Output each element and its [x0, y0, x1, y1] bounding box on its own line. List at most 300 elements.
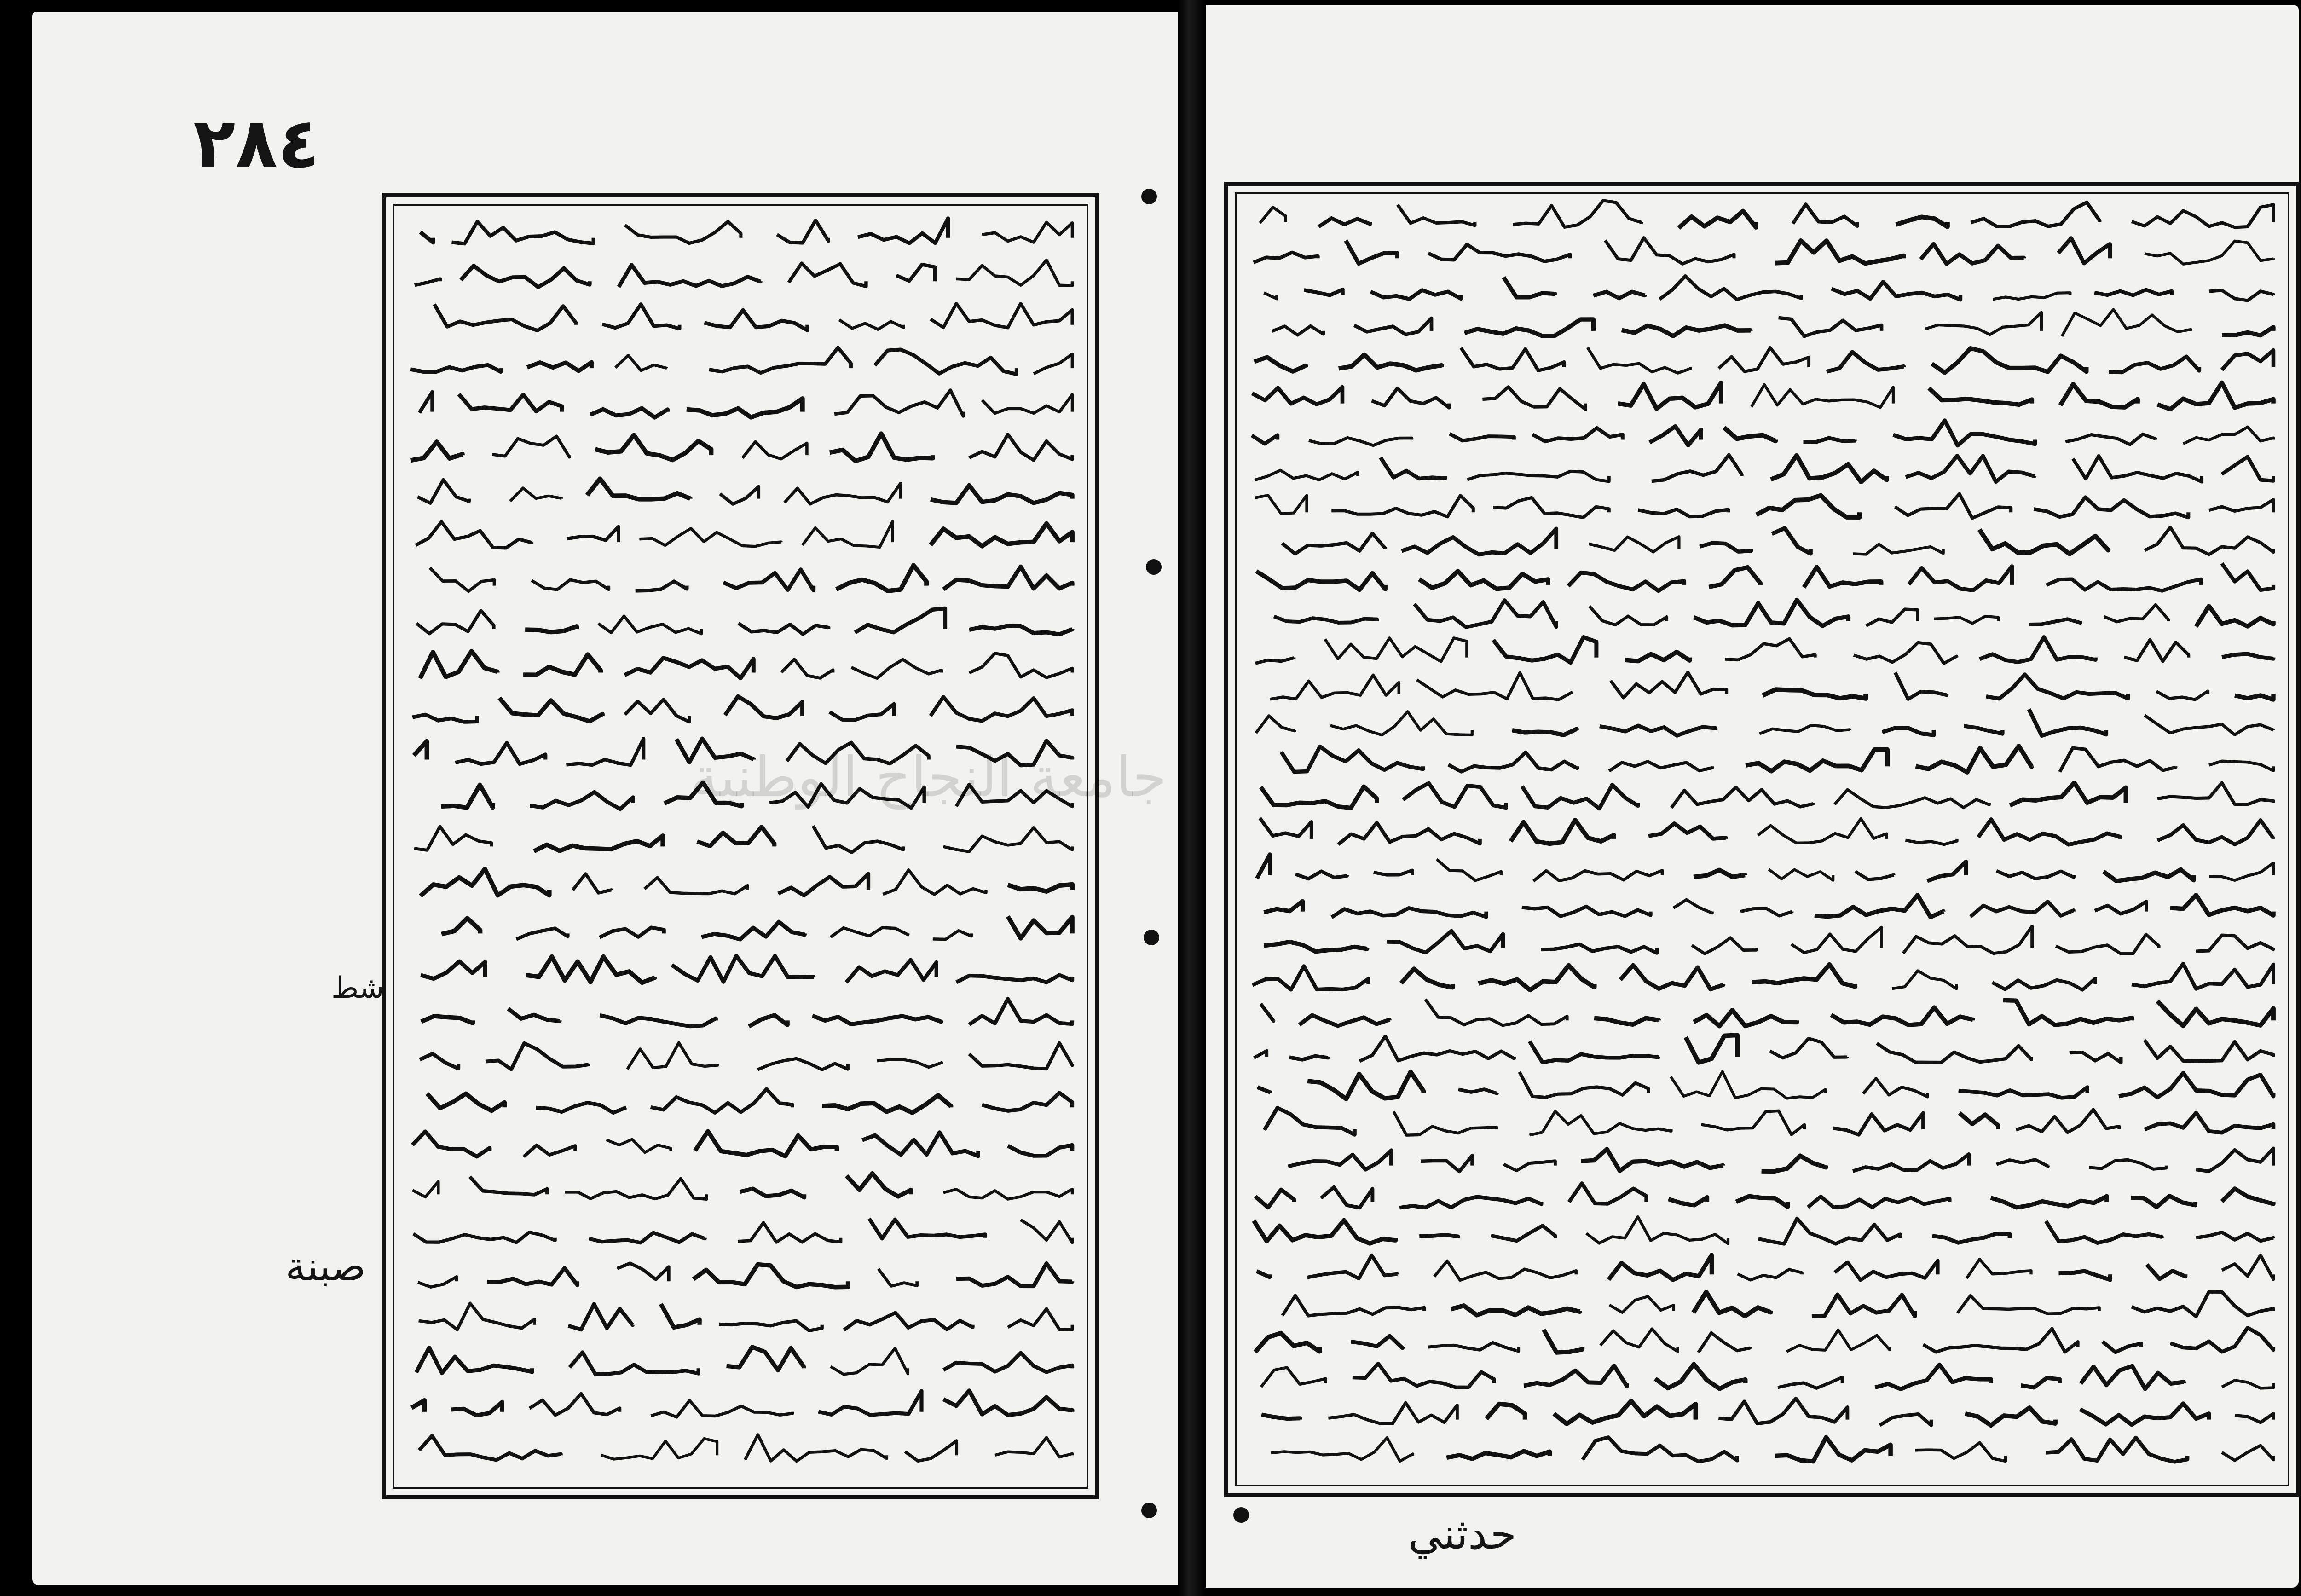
handwritten-word — [862, 1133, 978, 1156]
handwritten-word — [1503, 1161, 1555, 1171]
handwritten-word — [2183, 427, 2273, 444]
handwritten-word — [1895, 672, 1947, 699]
handwritten-word — [1544, 1330, 1582, 1353]
handwritten-word — [1255, 658, 1294, 664]
handwritten-word — [1719, 348, 1809, 372]
handwritten-word — [943, 1189, 1072, 1199]
handwritten-word — [1763, 689, 1866, 699]
handwritten-word — [421, 869, 549, 896]
handwritten-word — [624, 658, 753, 678]
handwritten-word — [956, 1263, 1072, 1286]
handwritten-word — [943, 1353, 1072, 1372]
handwritten-word — [2058, 238, 2110, 263]
handwritten-word — [905, 1441, 957, 1461]
handwritten-word — [416, 522, 532, 548]
handwritten-word — [757, 1058, 848, 1070]
handwritten-word — [1980, 637, 2096, 662]
handwritten-word — [1264, 942, 1367, 952]
handwritten-word — [1686, 1035, 1737, 1063]
handwritten-word — [2081, 1366, 2184, 1389]
handwritten-word — [2094, 289, 2172, 295]
handwritten-word — [1648, 823, 1726, 839]
handwritten-word — [1581, 1149, 1723, 1171]
handwritten-word — [1309, 438, 1412, 445]
handwritten-word — [739, 623, 829, 634]
handwritten-word — [1769, 869, 1833, 880]
handwritten-word — [1725, 639, 1815, 660]
handwritten-word — [875, 350, 1017, 375]
handwritten-word — [600, 1015, 716, 1026]
handwritten-word — [1779, 318, 1882, 336]
handwritten-word — [1694, 870, 1745, 877]
handwritten-word — [813, 826, 903, 853]
handwritten-word — [1274, 616, 1377, 623]
handwritten-word — [969, 1043, 1072, 1069]
handwritten-word — [1905, 839, 1957, 844]
handwritten-word — [1034, 354, 1072, 374]
handwritten-word — [565, 1179, 706, 1199]
handwritten-word — [1419, 571, 1548, 589]
handwritten-word — [2222, 1381, 2273, 1388]
handwritten-word — [1325, 638, 1467, 661]
handwritten-word — [1601, 1329, 1678, 1352]
handwritten-word — [2010, 783, 2126, 805]
handwritten-word — [441, 918, 480, 934]
handwritten-word — [410, 365, 501, 372]
handwritten-word — [1992, 978, 2095, 990]
handwritten-word — [508, 1009, 560, 1021]
handwritten-word — [1381, 457, 1445, 479]
handwritten-word — [687, 399, 803, 417]
handwritten-word — [2119, 1073, 2273, 1097]
handwritten-word — [1960, 1113, 1998, 1129]
handwritten-word — [1321, 1187, 1372, 1208]
handwritten-word — [725, 696, 803, 718]
handwritten-word — [1530, 1041, 1659, 1063]
handwritten-word — [1718, 1399, 1847, 1423]
handwritten-word — [625, 700, 689, 722]
handwritten-word — [2157, 1001, 2273, 1026]
handwritten-word — [1464, 319, 1593, 336]
handwritten-word — [617, 1263, 669, 1281]
handwritten-word — [627, 1043, 717, 1070]
handwritten-word — [2132, 964, 2273, 989]
handwritten-word — [777, 220, 828, 243]
handwritten-word — [847, 1174, 911, 1197]
handwritten-word — [723, 570, 814, 590]
handwritten-word — [412, 1181, 438, 1197]
handwritten-word — [839, 320, 904, 330]
handwritten-word — [2056, 934, 2159, 954]
handwritten-word — [415, 279, 440, 285]
handwritten-word — [1996, 1160, 2048, 1167]
handwritten-word — [1254, 357, 1306, 371]
handwritten-word — [822, 1095, 951, 1113]
handwritten-word — [1967, 1259, 2031, 1278]
handwritten-word — [1971, 902, 2074, 917]
handwritten-word — [598, 616, 701, 634]
handwritten-word — [1786, 1330, 1890, 1352]
handwritten-word — [414, 741, 427, 760]
handwritten-word — [1252, 387, 1342, 404]
handwritten-word — [441, 785, 493, 808]
handwritten-word — [1491, 1226, 1555, 1241]
handwritten-word — [851, 659, 942, 678]
handwritten-word — [1827, 352, 1904, 372]
handwritten-word — [2046, 579, 2201, 591]
handwritten-word — [709, 347, 851, 373]
handwritten-word — [1925, 312, 2041, 335]
handwritten-word — [2089, 1160, 2166, 1169]
handwritten-word — [419, 1436, 561, 1460]
handwritten-word — [1652, 455, 1742, 481]
handwritten-word — [1679, 211, 1756, 228]
handwritten-word — [532, 580, 609, 590]
handwritten-word — [452, 221, 594, 243]
handwritten-word — [1370, 290, 1461, 299]
handwritten-word — [1398, 205, 1475, 226]
handwritten-word — [1387, 931, 1503, 953]
handwritten-word — [1541, 944, 1657, 953]
handwritten-word — [2016, 1110, 2119, 1133]
handwritten-word — [1971, 202, 2100, 226]
handwritten-word — [785, 484, 901, 504]
handwritten-word — [1752, 385, 1893, 408]
handwritten-word — [420, 232, 433, 243]
handwritten-word — [1482, 387, 1585, 410]
handwritten-word — [2062, 309, 2191, 336]
handwritten-word — [2145, 527, 2273, 555]
handwritten-word — [2209, 863, 2273, 880]
handwritten-word — [745, 1434, 887, 1461]
handwritten-word — [1625, 652, 1690, 661]
handwritten-word — [1778, 1377, 1842, 1388]
handwritten-word — [1448, 752, 1577, 772]
handwritten-word — [615, 355, 667, 370]
handwritten-word — [1255, 470, 1358, 480]
handwritten-word — [1738, 1269, 1802, 1280]
handwritten-word — [844, 1313, 973, 1330]
handwritten-word — [1804, 438, 1855, 442]
handwritten-word — [639, 528, 781, 546]
handwritten-word — [1929, 388, 2032, 405]
handwritten-word — [1403, 783, 1506, 808]
handwritten-word — [831, 1348, 908, 1375]
handwritten-word — [1569, 1183, 1646, 1203]
handwritten-word — [1916, 746, 2032, 772]
handwritten-word — [1611, 672, 1727, 698]
handwritten-word — [1853, 544, 1943, 555]
handwritten-word — [1008, 1145, 1072, 1156]
handwritten-word — [1289, 1056, 1328, 1060]
handwritten-word — [1008, 885, 1072, 891]
handwritten-word — [412, 715, 477, 722]
handwritten-word — [1272, 326, 1324, 335]
handwritten-word — [1530, 1111, 1671, 1135]
handwritten-word — [858, 218, 948, 243]
handwritten-word — [2222, 1446, 2273, 1461]
handwritten-word — [1863, 1078, 1928, 1097]
handwritten-word — [1923, 1329, 2078, 1352]
handwritten-word — [434, 304, 576, 330]
handwritten-word — [1979, 530, 2108, 554]
handwritten-word — [1254, 253, 1318, 263]
handwritten-word — [589, 1233, 705, 1243]
handwritten-word — [1853, 1154, 1969, 1171]
handwritten-word — [1978, 819, 2120, 844]
handwritten-word — [982, 222, 1072, 243]
handwritten-word — [1608, 1255, 1711, 1280]
handwritten-word — [1295, 871, 1347, 879]
handwritten-word — [411, 442, 463, 460]
handwritten-word — [1428, 1342, 1519, 1351]
handwritten-word — [2222, 563, 2273, 590]
handwritten-word — [587, 479, 690, 499]
handwritten-word — [1271, 1438, 1413, 1461]
handwritten-word — [1832, 282, 1960, 300]
handwritten-word — [812, 1016, 941, 1024]
handwritten-word — [1524, 1365, 1627, 1386]
handwritten-word — [1649, 426, 1701, 445]
handwritten-word — [1372, 388, 1449, 408]
handwritten-word — [836, 565, 926, 591]
handwritten-word — [1260, 818, 1312, 839]
handwritten-word — [536, 1103, 626, 1113]
handwritten-word — [2157, 783, 2273, 804]
handwritten-word — [831, 928, 908, 937]
handwritten-word — [1896, 217, 1948, 226]
handwritten-word — [1724, 428, 1775, 441]
handwritten-word — [461, 266, 590, 287]
handwritten-word — [645, 878, 748, 894]
handwritten-word — [2131, 1196, 2195, 1207]
handwritten-word — [1590, 606, 1667, 625]
handwritten-word — [1351, 1336, 1403, 1348]
handwritten-word — [2095, 902, 2146, 914]
handwritten-word — [1393, 1111, 1497, 1135]
handwritten-word — [1932, 348, 2087, 373]
handwritten-word — [1458, 1089, 1497, 1093]
handwritten-word — [1513, 201, 1642, 227]
handwritten-word — [1880, 1414, 1931, 1425]
handwritten-word — [499, 698, 602, 721]
handwritten-word — [1522, 785, 1638, 809]
handwritten-word — [1959, 1087, 2087, 1098]
handwritten-word — [1522, 907, 1651, 916]
handwritten-word — [1906, 456, 2035, 482]
handwritten-word — [2021, 1378, 2060, 1388]
handwritten-word — [883, 870, 986, 894]
handwritten-word — [2104, 869, 2194, 881]
handwritten-word — [1638, 509, 1728, 517]
handwritten-word — [1338, 823, 1480, 844]
handwritten-word — [1434, 1261, 1576, 1280]
handwritten-word — [956, 260, 1072, 286]
handwritten-word — [1588, 347, 1691, 373]
handwritten-word — [2060, 748, 2176, 772]
handwritten-word — [1299, 1015, 1389, 1026]
handwritten-word — [1622, 325, 1751, 336]
handwritten-word — [1467, 471, 1609, 481]
handwritten-word — [2073, 456, 2202, 482]
handwritten-word — [740, 1189, 804, 1197]
handwritten-word — [420, 651, 497, 678]
handwritten-word — [1771, 456, 1887, 482]
handwritten-word — [982, 395, 1072, 414]
handwritten-word — [1736, 1196, 1788, 1207]
handwritten-word — [789, 263, 866, 286]
handwritten-word — [1605, 238, 1734, 264]
handwritten-word — [455, 743, 545, 764]
handwritten-word — [1709, 567, 1760, 587]
handwritten-word — [1791, 927, 1881, 953]
handwritten-word — [2003, 1000, 2132, 1025]
handwritten-word — [470, 1177, 547, 1195]
handwritten-word — [567, 739, 644, 765]
handwritten-word — [1252, 966, 1368, 989]
handwritten-word — [982, 1093, 1072, 1111]
handwritten-word — [1586, 1217, 1728, 1244]
handwritten-word — [416, 611, 494, 634]
handwritten-word — [1991, 1196, 2107, 1208]
handwritten-word — [2059, 1271, 2110, 1280]
handwritten-word — [421, 1016, 473, 1023]
handwritten-word — [1255, 495, 1307, 513]
handwritten-word — [1775, 1437, 1891, 1462]
handwritten-word — [1921, 244, 2024, 264]
handwritten-word — [2196, 1148, 2273, 1171]
handwritten-word — [1450, 434, 1514, 441]
handwritten-word — [672, 956, 814, 982]
handwritten-word — [1328, 1403, 1457, 1423]
handwritten-word — [1512, 729, 1577, 735]
handwritten-word — [1307, 1072, 1423, 1099]
handwritten-word — [2109, 357, 2199, 372]
handwritten-word — [510, 488, 562, 501]
handwritten-word — [1256, 571, 1385, 590]
handwritten-word — [931, 697, 1072, 721]
handwritten-word — [738, 1223, 841, 1243]
handwritten-word — [1804, 567, 1881, 587]
handwritten-word — [869, 1219, 985, 1239]
handwritten-word — [1353, 1364, 1494, 1388]
handwritten-word — [1419, 1235, 1458, 1238]
handwritten-word — [1568, 572, 1684, 591]
handwritten-word — [819, 1391, 922, 1415]
handwritten-word — [1428, 244, 1570, 261]
handwritten-word — [2132, 205, 2273, 227]
handwritten-word — [2029, 619, 2081, 625]
handwritten-word — [526, 957, 655, 983]
handwritten-word — [2235, 694, 2273, 700]
handwritten-word — [931, 486, 1072, 503]
handwritten-word — [416, 1347, 532, 1373]
handwritten-word — [411, 1400, 424, 1412]
handwritten-word — [1996, 871, 2074, 879]
handwritten-word — [943, 1391, 1072, 1415]
handwritten-word — [1252, 435, 1278, 444]
handwritten-word — [419, 1303, 535, 1330]
handwritten-word — [1486, 1404, 1525, 1420]
handwritten-word — [590, 408, 668, 417]
margin-gloss: صبنة — [285, 1243, 366, 1290]
handwritten-word — [573, 874, 612, 893]
handwritten-word — [1893, 421, 2035, 445]
handwritten-word — [1609, 1296, 1674, 1313]
handwritten-word — [1915, 1443, 2006, 1461]
handwritten-word — [1740, 908, 1792, 916]
handwritten-word — [2145, 715, 2273, 734]
handwritten-word — [1909, 566, 2012, 590]
handwritten-word — [1609, 762, 1712, 771]
handwritten-word — [1892, 971, 1956, 989]
handwritten-word — [1461, 348, 1564, 370]
handwritten-word — [1877, 1043, 2031, 1063]
folio-number: ٢٨٤ — [193, 104, 320, 184]
handwritten-word — [1307, 1255, 1398, 1279]
handwritten-word — [1671, 1071, 1826, 1098]
handwritten-word — [1261, 1368, 1326, 1387]
handwritten-word — [1812, 1295, 1915, 1316]
handwritten-word — [534, 836, 663, 851]
handwritten-word — [492, 436, 569, 457]
handwritten-word — [896, 265, 935, 282]
handwritten-word — [803, 521, 893, 547]
handwritten-word — [567, 526, 619, 542]
handwritten-word — [419, 392, 432, 413]
handwritten-word — [1503, 277, 1555, 297]
handwritten-word — [943, 827, 1072, 851]
handwritten-word — [523, 654, 601, 675]
handwritten-word — [1770, 1039, 1847, 1058]
handwritten-word — [695, 1131, 837, 1156]
handwritten-word — [2196, 1232, 2273, 1241]
handwritten-word — [1699, 1333, 1750, 1353]
handwritten-word — [459, 394, 562, 412]
handwritten-word — [530, 1394, 620, 1415]
handwritten-word — [2209, 500, 2273, 512]
handwritten-word — [1700, 543, 1751, 552]
handwritten-word — [2034, 497, 2188, 517]
handwritten-word — [2046, 1221, 2162, 1243]
handwritten-word — [1831, 1007, 1973, 1025]
handwritten-word — [1618, 383, 1721, 409]
handwritten-word — [2103, 1342, 2141, 1352]
handwritten-word — [1332, 908, 1486, 917]
handwritten-word — [1261, 786, 1377, 808]
handwritten-word — [451, 1402, 502, 1415]
handwritten-word — [1532, 428, 1623, 441]
handwritten-word — [651, 1089, 792, 1113]
handwritten-word — [1854, 642, 1957, 663]
handwritten-word — [2209, 761, 2273, 771]
handwritten-word — [701, 922, 804, 939]
handwritten-word — [1264, 901, 1303, 913]
handwritten-word — [1260, 1004, 1273, 1021]
watermark: جامعة النجاح الوطنية — [690, 746, 1167, 810]
catchword: حدثني — [1408, 1509, 1517, 1559]
handwritten-word — [742, 442, 807, 459]
handwritten-word — [1855, 872, 1894, 879]
handwritten-word — [969, 653, 1072, 678]
handwritten-word — [931, 524, 1072, 546]
handwritten-word — [2145, 1113, 2273, 1133]
handwritten-word — [420, 1054, 458, 1069]
handwritten-word — [969, 626, 1072, 635]
handwritten-word — [1437, 859, 1501, 880]
handwritten-word — [1958, 1295, 2099, 1314]
handwritten-word — [694, 1265, 848, 1287]
